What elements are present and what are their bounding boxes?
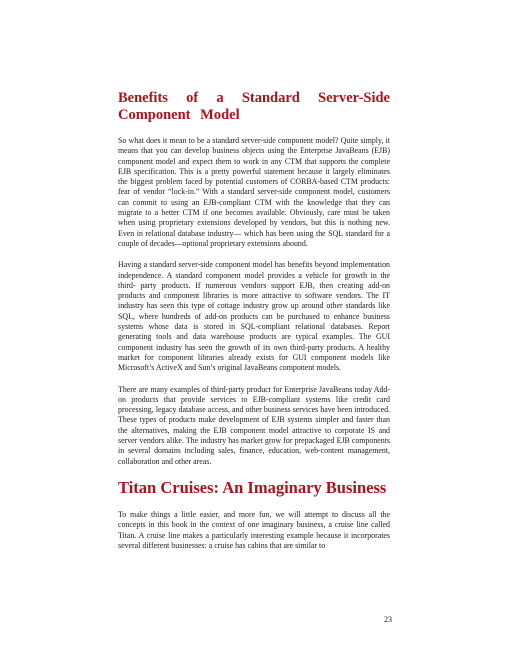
paragraph-standard-model: So what does it mean to be a standard server-side component model? Quite simply, it means that you can develop business objects using the Enterprise JavaBeans (EJB) component model and expect them to work in any CTM that supports the complete EJB specification. This is a pretty powerful statement because it largely eliminates the biggest problem faced by potential customers of CORBA-based CTM products: fear of vendor “lock-in.” With a standard server-side component model, customers can commit to using an EJB-compliant CTM with the knowledge that they can migrate to a better CTM if one becomes available. Obviously, care must be taken when using proprietary extensions developed by vendors, but this is nothing new. Even in relational database industry— which has been using the SQL standard for a couple of decades—optional proprietary extensions abound. [118,136,390,248]
section-heading-benefits: Benefits of a Standard Server-Side Component Model [118,90,390,123]
heading-spacer [118,124,390,136]
paragraph-third-party-examples: There are many examples of third-party product for Enterprise JavaBeans today Add-on products that provide services to EJB-compliant systems like credit card processing, legacy database access, and other business services have been introduced. These types of products make development of EJB systems simpler and faster than the alternatives, making the EJB component model attractive to corporate IS and server vendors alike. The industry has market grow for prepackaged EJB components in several domains including sales, finance, education, web-content management, collaboration and other areas. [118,384,390,466]
paragraph-benefits-beyond: Having a standard server-side component model has benefits beyond implementation independence. A standard component model provides a vehicle for growth in the third- party products. If numerous vendors support EJB, then creating add-on products and component libraries is more attractive to software vendors. The IT industry has seen this type of cottage industry grow up around other standards like SQL, where hundreds of add-on products can be purchased to enhance business systems whose data is stored in SQL-compliant relational databases. Report generating tools and data warehouse products are typical examples. The GUI component industry has seen the growth of its own third-party products. A healthy market for component libraries already exists for GUI component models like Microsoft’s ActiveX and Sun’s original JavaBeans component models. [118,260,390,373]
section-heading-titan-cruises: Titan Cruises: An Imaginary Business [118,477,387,497]
page-content [118,90,390,562]
page-number: 23 [384,615,392,624]
paragraph-titan-intro: To make things a little easier, and more fun, we will attempt to discuss all the concepts in this book in the context of one imaginary business, a cruise line called Titan. A cruise line makes a particularly interesting example because it incorporates several different businesses: a cruise has cabins that are similar to [118,509,390,550]
